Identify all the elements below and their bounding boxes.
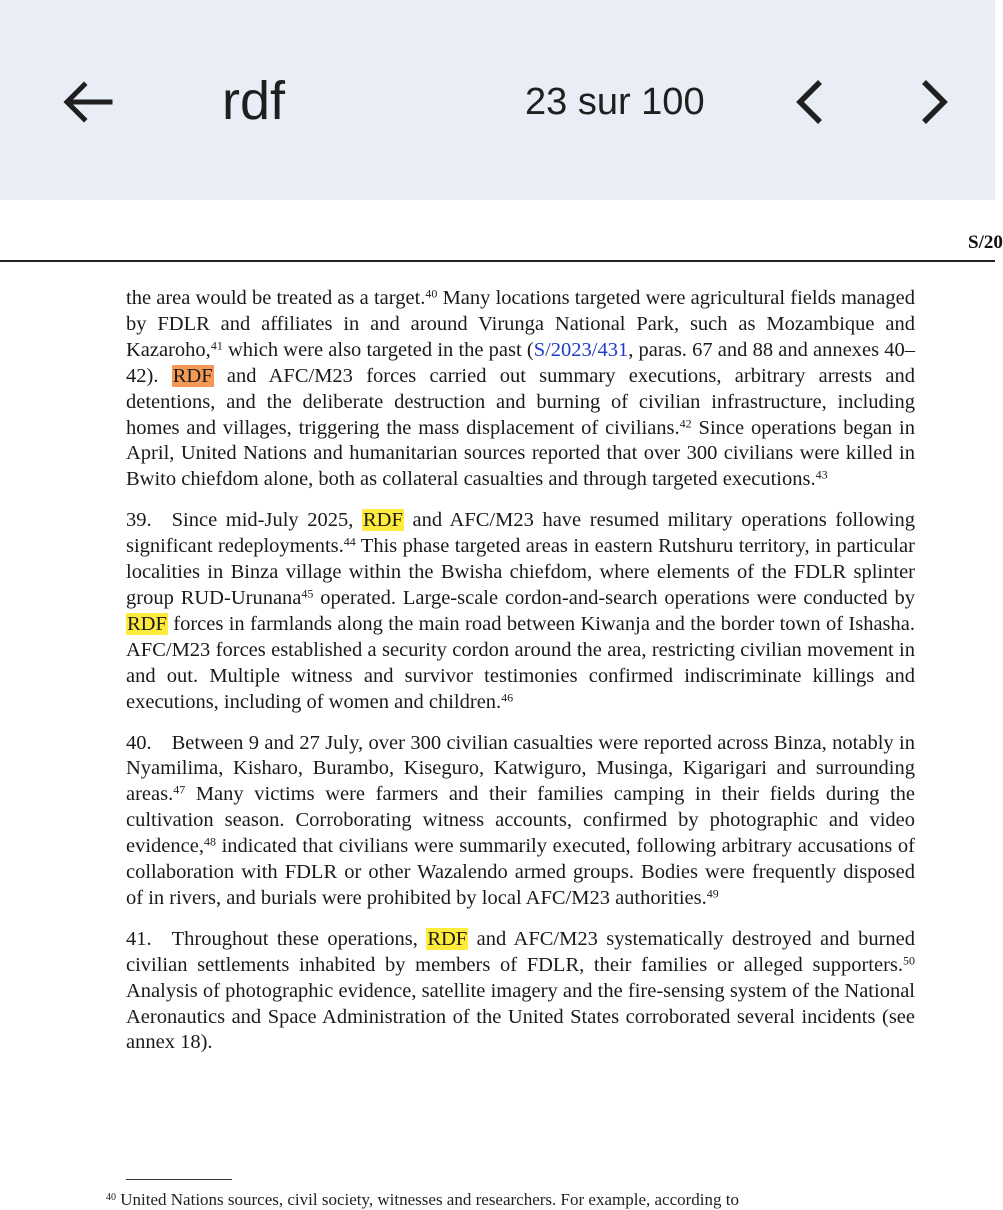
header-rule bbox=[0, 260, 995, 262]
paragraph-39 bbox=[126, 508, 915, 715]
search-match: RDF bbox=[127, 612, 167, 635]
document-link[interactable]: S/2023/431 bbox=[533, 338, 629, 361]
text-run: Since operations began in April, United Nations and humanitarian sources reported that over 300 civilians were killed in Bwito chiefdom alone, both as collateral casualties and through targeted executions. bbox=[126, 416, 915, 491]
text-run: which were also targeted in the past ( bbox=[222, 338, 534, 361]
paragraph-38-continued bbox=[126, 286, 915, 493]
footnote-ref[interactable]: 50 bbox=[903, 953, 915, 968]
footnote-ref[interactable]: 43 bbox=[815, 467, 828, 482]
footnote-ref[interactable]: 44 bbox=[343, 534, 356, 549]
paragraph-41 bbox=[126, 927, 915, 1057]
footnote-number: 40 bbox=[106, 1192, 116, 1203]
next-match-button[interactable] bbox=[904, 70, 964, 134]
document-body bbox=[126, 286, 915, 1071]
footnote-ref[interactable]: 49 bbox=[706, 886, 719, 901]
text-run: , paras. 67 and 88 and annexes 40–42). bbox=[126, 338, 915, 387]
footnote-ref[interactable]: 42 bbox=[679, 415, 692, 430]
current-search-match: RDF bbox=[172, 364, 213, 387]
paragraph-number: 40. bbox=[126, 731, 152, 754]
text-run: Throughout these operations, bbox=[171, 927, 427, 950]
text-run: This phase targeted areas in eastern Rutshuru territory, in particular localities in Binza village within the Bwisha chiefdom, where elements of the FDLR splinter group RUD-Urunana bbox=[126, 535, 915, 609]
arrow-left-icon bbox=[60, 74, 116, 130]
text-run: operated. Large-scale cordon-and-search operations were conducted by bbox=[313, 586, 915, 609]
text-run: Many locations targeted were agricultural fields managed by FDLR and affiliates in and around Virunga National Park, such as Mozambique and Kazaroho, bbox=[126, 287, 915, 361]
footnote-ref[interactable]: 48 bbox=[203, 834, 216, 849]
text-run: and AFC/M23 forces carried out summary executions, arbitrary arrests and detentions, and the deliberate destruction and burning of civilian infrastructure, including homes and villages, triggering the mass displacement of civilians. bbox=[126, 364, 916, 439]
chevron-left-icon bbox=[790, 74, 830, 130]
text-run: Many victims were farmers and their families camping in their fields during the cultivation season. Corroborating witness accounts, confirmed by photographic and video evidence, bbox=[126, 783, 915, 858]
text-run: and AFC/M23 have resumed military operations following significant redeployments. bbox=[126, 509, 915, 558]
match-counter: 23 sur 100 bbox=[525, 81, 705, 123]
footnote-ref[interactable]: 47 bbox=[173, 782, 186, 797]
footnote-ref[interactable]: 41 bbox=[210, 338, 223, 353]
find-in-page-bar bbox=[0, 0, 995, 200]
text-run: indicated that civilians were summarily executed, following arbitrary accusations of collaboration with FDLR or other Wazalendo armed groups. Bodies were frequently disposed of in rivers, and burials were prohibited by local AFC/M23 authorities. bbox=[126, 835, 915, 909]
document-symbol: S/20 bbox=[968, 232, 1003, 253]
paragraph-number: 41. bbox=[126, 927, 152, 950]
footnote-ref[interactable]: 45 bbox=[301, 586, 314, 601]
footnote-40 bbox=[106, 1190, 926, 1210]
back-button[interactable] bbox=[58, 72, 118, 132]
footnote-ref[interactable]: 46 bbox=[501, 690, 514, 704]
text-run: Since mid-July 2025, bbox=[171, 509, 362, 532]
text-run: forces in farmlands along the main road between Kiwanja and the border town of Ishasha. AFC/M23 forces established a security cordon around the area, restricting civilian movement in and out. Multiple witness and survivor testimonies confirmed indiscriminate killings and executions, including of women and children. bbox=[126, 612, 915, 713]
footnote-ref[interactable]: 40 bbox=[425, 286, 438, 301]
search-query[interactable]: rdf bbox=[222, 71, 286, 131]
previous-match-button[interactable] bbox=[780, 70, 840, 134]
text-run: Between 9 and 27 July, over 300 civilian casualties were reported across Binza, notably in Nyamilima, Kisharo, Burambo, Kiseguro, Katwiguro, Musinga, Kigarigari and surrounding areas. bbox=[126, 731, 915, 806]
paragraph-40 bbox=[126, 731, 915, 912]
chevron-right-icon bbox=[914, 74, 954, 130]
search-match: RDF bbox=[427, 927, 468, 950]
paragraph-number: 39. bbox=[126, 509, 152, 532]
search-match: RDF bbox=[362, 509, 403, 532]
footnote-separator bbox=[126, 1179, 232, 1180]
text-run: the area would be treated as a target. bbox=[126, 287, 426, 309]
text-run: Analysis of photographic evidence, satellite imagery and the fire-sensing system of the National Aeronautics and Space Administration of the United States corroborated several incidents (see annex 18). bbox=[126, 979, 915, 1054]
footnote-text: United Nations sources, civil society, witnesses and researchers. For example, according to bbox=[116, 1190, 739, 1209]
text-run: and AFC/M23 systematically destroyed and burned civilian settlements inhabited by members of FDLR, their families or alleged supporters. bbox=[126, 927, 915, 976]
